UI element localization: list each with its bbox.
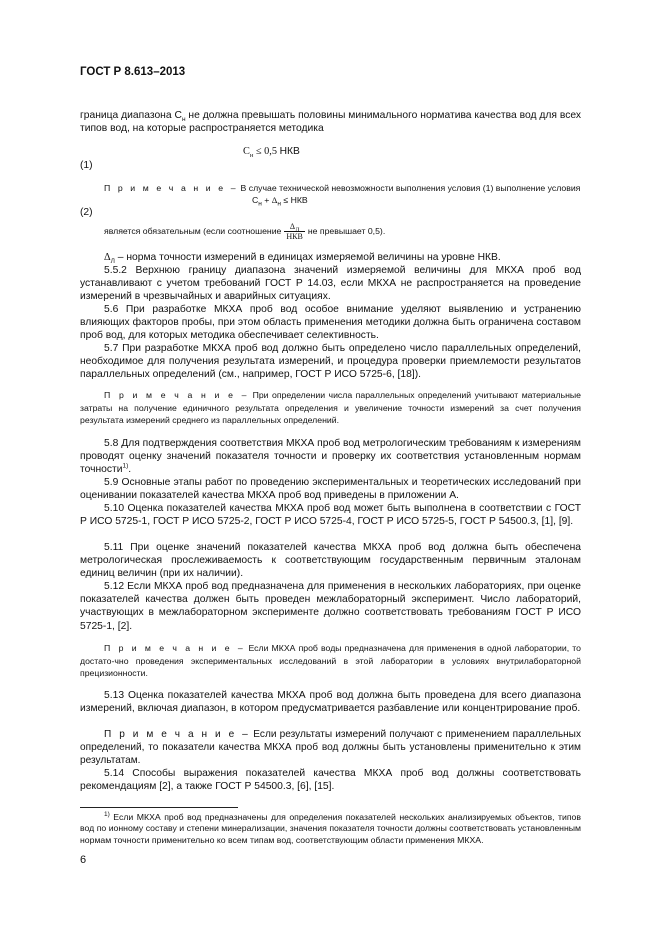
document-code: ГОСТ Р 8.613–2013: [80, 66, 186, 78]
formula-1: $С_н \le 0,5$ НКВ: [243, 146, 300, 160]
note-4: П р и м е ч а н и е – Если результаты измерений получают с применением параллельных определений, то показатели качества МКХА проб вод должны быть установлены применительно к этим результатам.: [80, 729, 581, 767]
intro-paragraph: граница диапазона $С_н$ не должна превышать половины минимального норматива качества вод для всех типов вод, на которые распространяется методика: [80, 110, 581, 135]
paragraph-5-14: 5.14 Способы выражения показателей качества МКХА проб вод должны соответствовать рекомендациям [2], а также ГОСТ Р 54500.3, [6], [15].: [80, 768, 581, 793]
paragraph-5-9: 5.9 Основные этапы работ по проведению экспериментальных и теоретических исследований при оценивании показателей качества МКХА проб вод приведены в приложении А.: [80, 477, 581, 502]
formula-2-number: (2): [80, 207, 93, 218]
paragraph-5-5-2: 5.5.2 Верхнюю границу диапазона значений измеряемой величины для МКХА проб вод устанавливают с учетом требований ГОСТ Р 14.03, если МКХА не распространяется на проведение измерений в чрезвычайных и аварийных ситуациях.: [80, 265, 581, 303]
paragraph-5-13: 5.13 Оценка показателей качества МКХА проб вод должна быть проведена для всего диапазона измерений, включая диапазон, в котором предусматривается разбавление или концентрирование проб.: [80, 690, 581, 715]
formula-1-number: (1): [80, 160, 93, 171]
note-3: П р и м е ч а н и е – Если МКХА проб воды предназначена для применения в одной лаборатории, то достато-чно проведения экспериментальных исследований в этой лаборатории в условиях внутрилабораторной прецизионности.: [80, 643, 581, 679]
paragraph-5-12: 5.12 Если МКХА проб вод предназначена для применения в нескольких лабораториях, при оценке показателей качества должен быть проведен межлабораторный эксперимент. Число лабораторий, участвующих в межлабораторном эксперименте должно соответствовать требованиям ГОСТ Р ИСО 5725-1, [2].: [80, 581, 581, 632]
paragraph-5-10: 5.10 Оценка показателей качества МКХА проб вод может быть выполнена в соответствии с ГОСТ Р ИСО 5725-1, ГОСТ Р ИСО 5725-2, ГОСТ Р ИСО 5725-4, ГОСТ Р ИСО 5725-5, ГОСТ Р 54500.3, [1], [9].: [80, 503, 581, 528]
page-number: 6: [80, 854, 87, 866]
delta-definition: $\Delta_Л$ – норма точности измерений в единицах измеряемой величины на уровне НКВ.: [104, 252, 501, 266]
paragraph-5-7: 5.7 При разработке МКХА проб вод должно быть определено число параллельных определений, необходимое для получения результата измерений, и процедура проверки приемлемости результатов параллельных определений (см., например, ГОСТ Р ИСО 5725-6, [18]).: [80, 343, 581, 381]
footnote: $^{1)}$ Если МКХА проб вод предназначены для определения показателей нескольких анализируемых объектов, типов вод по ионному составу и степени минерализации, значения показателя точности должны соответствовать установленным нормам точности применительно ко всем типам вод, соответствующим области применения МКХА.: [80, 811, 581, 845]
formula-2: $С_н + \Delta_н$ ≤ НКВ: [252, 195, 308, 208]
paragraph-5-11: 5.11 При оценке значений показателей качества МКХА проб вод должна быть обеспечена метрологическая прослеживаемость к соответствующим государственным первичным эталонам единиц величин (при их наличии).: [80, 542, 581, 580]
ratio-fraction: $\frac{\Delta_Л}{\text{НКВ}}$: [286, 222, 303, 241]
footnote-separator: [80, 807, 238, 808]
paragraph-5-6: 5.6 При разработке МКХА проб вод особое внимание уделяют выявлению и устранению влияющих факторов пробы, при этом область применения методики должна быть ограничена составом проб вод, для которых методика обеспечивает селективность.: [80, 304, 581, 342]
note-2: П р и м е ч а н и е – При определении числа параллельных определений учитывают материальные затраты на получение единичного результата определения и увеличение точности измерений за счет получения результата измерений среднего из параллельных определений.: [80, 390, 581, 426]
note-1: П р и м е ч а н и е – В случае технической невозможности выполнения условия (1) выполнение условия: [104, 183, 581, 193]
mandatory-condition: является обязательным (если соотношение $\frac{\Delta_Л}{\text{НКВ}}$ не превышает 0,5).: [104, 222, 386, 241]
paragraph-5-8: 5.8 Для подтверждения соответствия МКХА проб вод метрологическим требованиям к измерениям проводят оценку значений показателя точности и проверку их соответствия установленным нормам точности$^{1)}$.: [80, 438, 581, 476]
